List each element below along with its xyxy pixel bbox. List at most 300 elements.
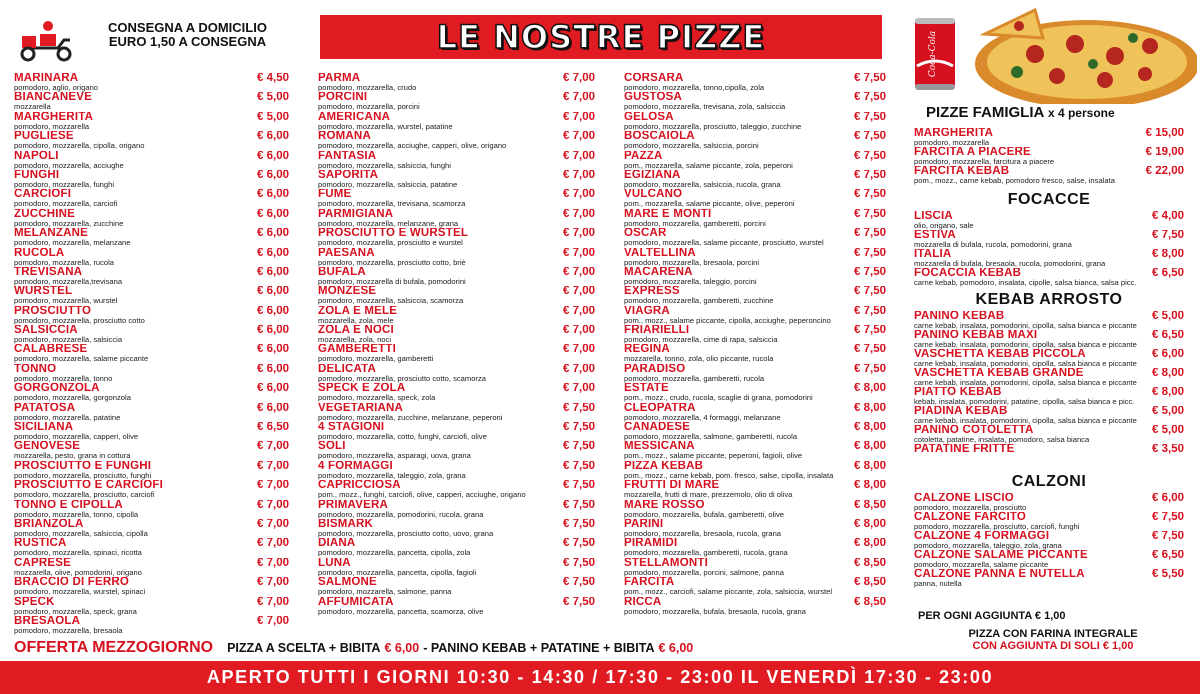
menu-item	[914, 493, 1184, 512]
menu-item-name: PARINI	[624, 518, 664, 530]
menu-item-price: € 7,00	[563, 247, 595, 259]
famiglia-section-title	[926, 104, 1115, 121]
menu-item	[14, 325, 289, 344]
menu-item-row	[14, 500, 289, 511]
menu-item-name: RUSTICA	[14, 538, 67, 550]
menu-item-name: PANINO COTOLETTA	[914, 425, 1034, 436]
menu-item-ingredients: carne kebab, insalata, pomodorini, cipolla, salsa bianca e piccante	[914, 322, 1137, 330]
menu-item-row	[14, 267, 289, 278]
focacce-list	[914, 211, 1184, 287]
menu-item-name: AFFUMICATA	[318, 596, 394, 608]
menu-item-ingredients: pomodoro, mozzarella, prosciutto cotto, briè	[318, 258, 466, 267]
menu-item-name: FANTASIA	[318, 150, 377, 162]
menu-item-price: € 7,00	[257, 596, 289, 608]
menu-item	[14, 112, 289, 131]
menu-item-price: € 5,50	[1152, 569, 1184, 580]
menu-item-ingredients: mozzarella, zola, noci	[318, 336, 392, 345]
menu-item-row	[624, 441, 886, 452]
menu-item-price: € 19,00	[1145, 147, 1184, 158]
menu-item-ingredients: pomodoro, mozzarella, salmone, gamberetti, rucola	[624, 433, 798, 442]
menu-item-price: € 7,00	[563, 305, 595, 317]
kebab-title: KEBAB ARROSTO	[975, 291, 1123, 308]
menu-item-name: 4 FORMAGGI	[318, 460, 393, 472]
menu-item-name: 4 STAGIONI	[318, 422, 385, 434]
menu-item	[318, 112, 595, 131]
menu-item-row	[318, 519, 595, 530]
menu-item-row	[624, 577, 886, 588]
menu-item-name: MACARENA	[624, 266, 693, 278]
menu-item-row	[14, 189, 289, 200]
menu-item-name: PROSCIUTTO E FUNGHI	[14, 460, 152, 472]
menu-item-price: € 7,50	[854, 363, 886, 375]
menu-item	[624, 112, 886, 131]
menu-item-row	[624, 73, 886, 84]
menu-item-row	[14, 364, 289, 375]
menu-item-row	[624, 267, 886, 278]
menu-item-ingredients: mozzarella, zola, mele	[318, 316, 394, 325]
menu-item-row	[14, 403, 289, 414]
menu-item-name: ROMANA	[318, 131, 371, 143]
menu-item-row	[14, 558, 289, 569]
menu-item-price: € 22,00	[1145, 166, 1184, 177]
menu-item	[624, 441, 886, 460]
menu-item-name: AMERICANA	[318, 111, 391, 123]
menu-item-row	[318, 248, 595, 259]
menu-item-price: € 8,00	[854, 383, 886, 395]
menu-item-row	[914, 406, 1184, 417]
menu-item	[624, 131, 886, 150]
menu-item-ingredients: pomodoro, aglio, origano	[14, 84, 99, 92]
menu-item	[318, 228, 595, 247]
menu-item-price: € 7,00	[563, 208, 595, 220]
menu-item-row	[624, 558, 886, 569]
offer-part-2: - PANINO KEBAB + PATATINE + BIBITA	[423, 641, 655, 655]
menu-item-ingredients: pomodoro, mozzarella, speck, zola	[318, 394, 436, 403]
menu-item-row	[624, 403, 886, 414]
menu-item-name: PROSCIUTTO E CARCIOFI	[14, 480, 164, 492]
menu-item-ingredients: pomodoro, mozzarella, bufala, bresaola, rucola, grana	[624, 607, 806, 616]
menu-item-price: € 7,50	[563, 538, 595, 550]
menu-item	[914, 406, 1184, 425]
menu-item	[14, 383, 289, 402]
menu-item-ingredients: pomodoro, mozzarella, salmone, panna	[318, 588, 452, 597]
menu-item-row	[318, 267, 595, 278]
menu-item	[14, 209, 289, 228]
menu-item-ingredients: pom., mozzarella, salame piccante, olive, peperoni	[624, 200, 795, 209]
calzoni-title: CALZONI	[1011, 473, 1087, 490]
menu-item	[318, 383, 595, 402]
menu-item-price: € 6,50	[1152, 268, 1184, 279]
menu-item	[14, 403, 289, 422]
menu-item-ingredients: pomodoro, mozzarella, prosciutto, funghi	[14, 471, 152, 480]
menu-item-name: VASCHETTA KEBAB PICCOLA	[914, 349, 1086, 360]
menu-item	[318, 519, 595, 538]
menu-item-row	[14, 92, 289, 103]
menu-item-price: € 7,00	[563, 266, 595, 278]
menu-item-name: VALTELLINA	[624, 247, 696, 259]
menu-item-row	[318, 344, 595, 355]
menu-item	[318, 325, 595, 344]
menu-item-name: ZOLA E NOCI	[318, 325, 394, 337]
menu-item-row	[624, 112, 886, 123]
menu-item-name: BOSCAIOLA	[624, 131, 695, 143]
menu-item-name: CALZONE PANNA E NUTELLA	[914, 569, 1085, 580]
menu-item-row	[318, 538, 595, 549]
menu-item-row	[624, 383, 886, 394]
menu-item-ingredients: pomodoro, mozzarella, salsiccia, funghi	[318, 161, 451, 170]
menu-item-row	[624, 228, 886, 239]
menu-item-row	[14, 344, 289, 355]
menu-item-row	[14, 597, 289, 608]
menu-item-name: PIATTO KEBAB	[914, 387, 1002, 398]
menu-item-name: MESSICANA	[624, 441, 695, 453]
menu-item	[624, 306, 886, 325]
famiglia-title: PIZZE FAMIGLIA	[926, 104, 1044, 121]
menu-item-price: € 7,50	[854, 344, 886, 356]
menu-item-ingredients: pomodoro, mozzarella, bresaola	[14, 626, 123, 635]
menu-item-row	[914, 512, 1184, 523]
menu-item	[318, 597, 595, 616]
specials-column	[914, 128, 1184, 588]
menu-item-price: € 7,00	[563, 189, 595, 201]
menu-item-name: TONNO	[14, 363, 57, 375]
menu-item-price: € 6,00	[257, 169, 289, 181]
menu-item	[14, 441, 289, 460]
menu-item	[624, 577, 886, 596]
menu-item	[318, 344, 595, 363]
cola-can-icon	[912, 14, 958, 94]
menu-item	[624, 364, 886, 383]
menu-item-ingredients: pomodoro, mozzarella, rucola	[14, 258, 115, 267]
menu-item	[318, 403, 595, 422]
menu-item-name: MARGHERITA	[14, 111, 94, 123]
menu-item-row	[624, 519, 886, 530]
menu-item-price: € 6,00	[1152, 493, 1184, 504]
menu-item-ingredients: carne kebab, pomodoro, insalata, cipolle, salsa bianca, salsa picc.	[914, 279, 1137, 287]
menu-item-name: PANINO KEBAB	[914, 311, 1005, 322]
menu-item-name: VASCHETTA KEBAB GRANDE	[914, 368, 1084, 379]
offer-label: OFFERTA MEZZOGIORNO	[14, 639, 214, 656]
menu-item-price: € 5,00	[1152, 311, 1184, 322]
menu-item-row	[318, 364, 595, 375]
menu-item-name: GAMBERETTI	[318, 344, 397, 356]
menu-item-name: DIANA	[318, 538, 356, 550]
menu-item-row	[318, 383, 595, 394]
offer-price-1: € 6,00	[384, 641, 420, 655]
menu-item-ingredients: pomodoro, mozzarella, cime di rapa, salsiccia	[624, 336, 778, 345]
menu-item	[914, 425, 1184, 444]
menu-item-ingredients: pomodoro, mozzarella, prosciutto cotto, scamorza	[318, 374, 486, 383]
menu-item-price: € 7,50	[854, 228, 886, 240]
menu-item-ingredients: pomodoro, mozzarella, gamberetti, zucchine	[624, 297, 774, 306]
menu-item-row	[914, 368, 1184, 379]
menu-item-price: € 7,50	[854, 73, 886, 84]
menu-item-price: € 7,50	[563, 596, 595, 608]
menu-item-price: € 7,00	[563, 92, 595, 104]
menu-item-price: € 7,50	[563, 577, 595, 589]
menu-item-row	[318, 558, 595, 569]
menu-item-price: € 8,00	[854, 441, 886, 453]
lunch-offer	[14, 637, 1189, 659]
menu-item	[318, 480, 595, 499]
menu-item-price: € 7,00	[257, 557, 289, 569]
menu-item-row	[14, 306, 289, 317]
menu-item	[914, 330, 1184, 349]
menu-item-row	[318, 189, 595, 200]
menu-item-name: MARINARA	[14, 73, 79, 84]
menu-item-ingredients: pomodoro, mozzarella, patatine	[14, 413, 121, 422]
menu-item-price: € 6,00	[257, 325, 289, 337]
menu-item-ingredients: carne kebab, insalata, pomodorini, cipolla, salsa bianca e piccante	[914, 341, 1137, 349]
menu-item-price: € 8,00	[854, 538, 886, 550]
menu-item-name: RUCOLA	[14, 247, 65, 259]
menu-item-ingredients: panna, nutella	[914, 580, 962, 588]
menu-item-row	[624, 461, 886, 472]
menu-item-price: € 7,50	[563, 422, 595, 434]
menu-item-row	[14, 441, 289, 452]
menu-item-name: CARCIOFI	[14, 189, 72, 201]
menu-item-price: € 7,00	[563, 73, 595, 84]
menu-item-price: € 7,50	[563, 557, 595, 569]
menu-item-name: OSCAR	[624, 228, 667, 240]
menu-item-name: PIRAMIDI	[624, 538, 678, 550]
menu-item	[914, 249, 1184, 268]
menu-item-row	[14, 538, 289, 549]
menu-item-price: € 6,00	[257, 305, 289, 317]
menu-item-row	[914, 569, 1184, 580]
menu-item-row	[14, 383, 289, 394]
menu-item-ingredients: pomodoro, mozzarella, farcitura a piacere	[914, 158, 1055, 166]
menu-item	[624, 403, 886, 422]
menu-item-row	[14, 519, 289, 530]
menu-item-row	[318, 325, 595, 336]
menu-item-row	[624, 325, 886, 336]
menu-item-row	[914, 387, 1184, 398]
menu-item-row	[914, 330, 1184, 341]
menu-item-name: PIZZA KEBAB	[624, 460, 704, 472]
menu-item-price: € 7,00	[257, 538, 289, 550]
menu-item-ingredients: pomodoro, mozzarella, prosciutto cotto	[14, 316, 145, 325]
menu-item-price: € 8,50	[854, 499, 886, 511]
famiglia-list	[914, 128, 1184, 185]
menu-item	[318, 441, 595, 460]
menu-item-row	[318, 597, 595, 608]
menu-item	[14, 538, 289, 557]
menu-item-row	[318, 403, 595, 414]
menu-item-name: BUFALA	[318, 266, 366, 278]
menu-item-name: VIAGRA	[624, 305, 670, 317]
menu-item-ingredients: pomodoro, mozzarella, tonno,cipolla, zola	[624, 84, 765, 92]
menu-item	[318, 461, 595, 480]
menu-item-price: € 7,00	[563, 286, 595, 298]
delivery-scooter-icon	[18, 18, 76, 62]
menu-item-price: € 6,00	[257, 150, 289, 162]
menu-item-row	[624, 170, 886, 181]
menu-item-name: SPECK	[14, 596, 55, 608]
menu-item-ingredients: pomodoro, mozzarella, wurstel	[14, 297, 118, 306]
menu-item	[624, 597, 886, 616]
menu-item-ingredients: pomodoro, mozzarella, prosciutto e wurstel	[318, 239, 463, 248]
menu-item-name: EGIZIANA	[624, 169, 681, 181]
menu-item-ingredients: kebab, insalata, pomodorini, patatine, cipolla, salsa bianca e picc.	[914, 398, 1135, 406]
menu-item-ingredients: pomodoro, mozzarella, acciughe	[14, 161, 124, 170]
menu-item	[624, 267, 886, 286]
menu-item-name: VULCANO	[624, 189, 683, 201]
menu-item-ingredients: pomodoro, mozzarella, taleggio, zola, grana	[914, 542, 1062, 550]
menu-item-price: € 7,00	[257, 441, 289, 453]
menu-item-name: BRESAOLA	[14, 615, 81, 627]
menu-item	[914, 166, 1184, 185]
menu-item	[624, 286, 886, 305]
menu-item-ingredients: pomodoro, mozzarella, prosciutto, carciofi	[14, 491, 155, 500]
menu-item-price: € 6,50	[257, 422, 289, 434]
menu-item-ingredients: pomodoro, mozzarella di bufala, pomodorini	[318, 277, 466, 286]
menu-item-row	[318, 131, 595, 142]
menu-item-name: CORSARA	[624, 73, 684, 84]
menu-item-name: LISCIA	[914, 211, 953, 222]
pizza-column-3	[624, 73, 886, 616]
menu-item-ingredients: pomodoro, mozzarella, zucchine	[14, 219, 124, 228]
menu-item-row	[624, 500, 886, 511]
menu-item-ingredients: pomodoro, mozzarella, funghi	[14, 180, 115, 189]
menu-item	[14, 344, 289, 363]
menu-item-ingredients: pomodoro, mozzarella, trevisana, zola, salsiccia	[624, 103, 786, 112]
menu-item-ingredients: pomodoro, mozzarella, melanzane	[14, 239, 131, 248]
menu-item-ingredients: pom., mozz., carne kebab, pomodoro fresco, salse, insalata	[914, 177, 1115, 185]
menu-item-ingredients: pomodoro, mozzarella, salame piccante, prosciutto, wurstel	[624, 239, 824, 248]
menu-item-name: TREVISANA	[14, 266, 83, 278]
menu-item	[318, 189, 595, 208]
menu-item-ingredients: pomodoro, mozzarella, cipolla, origano	[14, 142, 145, 151]
menu-item-row	[914, 166, 1184, 177]
menu-item-price: € 7,50	[854, 131, 886, 143]
menu-item-ingredients: pomodoro, mozzarella, prosciutto	[914, 504, 1027, 512]
menu-item-price: € 5,00	[1152, 406, 1184, 417]
menu-item	[14, 422, 289, 441]
menu-item-row	[624, 131, 886, 142]
menu-item	[914, 531, 1184, 550]
menu-item-row	[318, 441, 595, 452]
menu-item-name: SALMONE	[318, 577, 377, 589]
menu-item-price: € 7,00	[563, 325, 595, 337]
menu-item-row	[624, 306, 886, 317]
menu-item-row	[14, 325, 289, 336]
menu-item-row	[318, 577, 595, 588]
menu-item	[624, 383, 886, 402]
menu-item-price: € 7,50	[854, 305, 886, 317]
menu-item-name: SALSICCIA	[14, 325, 78, 337]
menu-item-price: € 7,00	[563, 131, 595, 143]
menu-item-ingredients: pom., mozz., salame piccante, cipolla, acciughe, peperoncino	[624, 316, 831, 325]
menu-item-name: PIADINA KEBAB	[914, 406, 1008, 417]
menu-item-name: ZOLA E MELE	[318, 305, 398, 317]
menu-item-price: € 15,00	[1145, 128, 1184, 139]
menu-item-ingredients: pomodoro, mozzarella, wurstel, spinaci	[14, 588, 146, 597]
menu-item-price: € 6,00	[257, 266, 289, 278]
menu-item-name: CALZONE LISCIO	[914, 493, 1014, 504]
menu-item-row	[14, 286, 289, 297]
menu-item-name: FARCITA A PIACERE	[914, 147, 1031, 158]
menu-item	[14, 73, 289, 92]
menu-item-ingredients: pomodoro, mozzarella, gamberetti, rucola	[624, 374, 765, 383]
menu-item-name: FARCITA KEBAB	[914, 166, 1010, 177]
menu-item-ingredients: pomodoro, mozzarella, salsiccia, patatine	[318, 180, 458, 189]
menu-item-price: € 6,00	[257, 383, 289, 395]
menu-item	[14, 480, 289, 499]
menu-item-ingredients: pomodoro, mozzarella, pancetta, scamorza, olive	[318, 607, 484, 616]
menu-item-ingredients: pomodoro, mozzarella, porcini, salmone, panna	[624, 568, 784, 577]
menu-item-price: € 7,50	[854, 111, 886, 123]
kebab-list	[914, 311, 1184, 463]
menu-item	[14, 306, 289, 325]
menu-item-row	[14, 616, 289, 627]
menu-item-price: € 8,00	[854, 480, 886, 492]
menu-item-row	[318, 422, 595, 433]
menu-item	[14, 597, 289, 616]
menu-item-price: € 8,50	[854, 557, 886, 569]
menu-item	[914, 147, 1184, 166]
menu-item	[318, 73, 595, 92]
menu-item-ingredients: pomodoro, mozzarella, gamberetti	[318, 355, 434, 364]
menu-item-price: € 8,00	[1152, 249, 1184, 260]
menu-item	[318, 306, 595, 325]
famiglia-subtitle: x 4 persone	[1047, 106, 1115, 120]
menu-item-ingredients: pomodoro, mozzarella, salsiccia, cipolla	[14, 529, 148, 538]
menu-item-ingredients: pomodoro, mozzarella, acciughe, capperi, olive, origano	[318, 142, 507, 151]
menu-item-price: € 7,50	[854, 325, 886, 337]
menu-item-row	[14, 248, 289, 259]
menu-item-price: € 7,00	[257, 460, 289, 472]
menu-item-name: BISMARK	[318, 518, 374, 530]
menu-item-name: TONNO E CIPOLLA	[14, 499, 123, 511]
menu-item-row	[624, 364, 886, 375]
menu-item-price: € 8,00	[854, 422, 886, 434]
menu-item	[914, 368, 1184, 387]
menu-item-price: € 7,50	[854, 266, 886, 278]
page-title: LE NOSTRE PIZZE	[436, 18, 766, 56]
menu-item-price: € 7,00	[563, 169, 595, 181]
menu-item-row	[14, 73, 289, 84]
menu-item	[318, 286, 595, 305]
menu-item-price: € 5,00	[257, 111, 289, 123]
menu-item-name: DELICATA	[318, 363, 377, 375]
menu-item-price: € 7,50	[563, 499, 595, 511]
menu-item-name: CALZONE SALAME PICCANTE	[914, 550, 1088, 561]
menu-item-row	[14, 228, 289, 239]
menu-item-name: CALZONE 4 FORMAGGI	[914, 531, 1050, 542]
menu-item-price: € 6,00	[257, 208, 289, 220]
menu-item-row	[14, 112, 289, 123]
menu-item-price: € 7,00	[563, 344, 595, 356]
menu-item-row	[14, 480, 289, 491]
calzoni-list	[914, 493, 1184, 588]
menu-item	[624, 92, 886, 111]
menu-item-row	[914, 128, 1184, 139]
menu-item-name: GENOVESE	[14, 441, 81, 453]
menu-item-price: € 8,00	[1152, 387, 1184, 398]
menu-item-row	[318, 286, 595, 297]
menu-item-name: FUMÈ	[318, 189, 352, 201]
menu-item-ingredients: pomodoro, mozzarella, crudo	[318, 84, 417, 92]
menu-item-row	[14, 170, 289, 181]
menu-item-name: PARMA	[318, 73, 361, 84]
menu-item	[624, 151, 886, 170]
menu-item-ingredients: pomodoro, mozzarella, melanzane, grana	[318, 219, 459, 228]
menu-item-row	[914, 531, 1184, 542]
menu-item	[914, 311, 1184, 330]
menu-item-ingredients: pomodoro, mozzarella	[914, 139, 990, 147]
menu-item	[318, 267, 595, 286]
